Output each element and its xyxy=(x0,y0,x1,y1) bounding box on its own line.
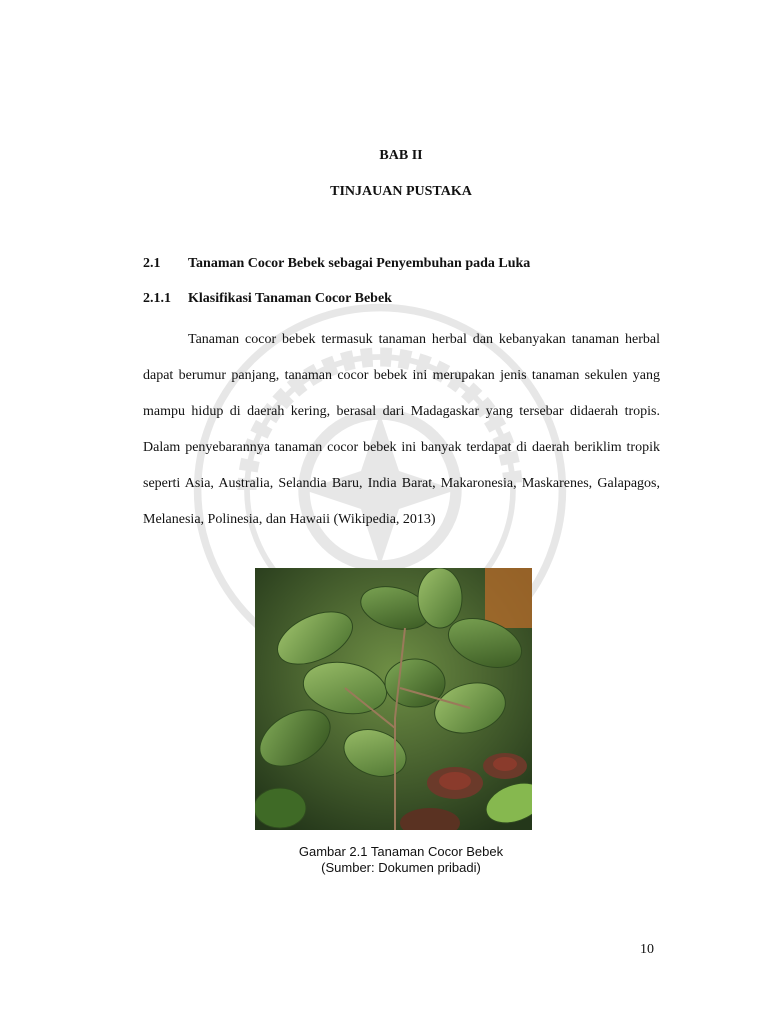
section-number: 2.1 xyxy=(143,256,161,271)
figure-caption: Gambar 2.1 Tanaman Cocor Bebek xyxy=(298,844,504,859)
section-title: Tanaman Cocor Bebek sebagai Penyembuhan pada Luka xyxy=(188,256,531,271)
plant-photo-illustration xyxy=(255,568,532,830)
page-number: 10 xyxy=(640,942,654,957)
plant-photo xyxy=(255,568,532,830)
subsection-title: Klasifikasi Tanaman Cocor Bebek xyxy=(188,291,392,306)
subsection-number: 2.1.1 xyxy=(143,291,171,306)
chapter-label: BAB II xyxy=(379,148,423,163)
body-paragraph: Tanaman cocor bebek termasuk tanaman herbal dan kebanyakan tanaman herbal dapat berumur panjang, tanaman cocor bebek ini merupakan jenis tanaman sekulen yang mampu hidup di daerah kering, berasal dari Madagaskar yang tersebar didaerah tropis. Dalam penyebarannya tanaman cocor bebek ini banyak terdapat di daerah beriklim tropik seperti Asia, Australia, Selandia Baru, India Barat, Makaronesia, Maskarenes, Galapagos, Melanesia, Polinesia, dan Hawaii (Wikipedia, 2013) xyxy=(143,332,660,527)
figure-source: (Sumber: Dokumen pribadi) xyxy=(321,860,481,875)
chapter-title: TINJAUAN PUSTAKA xyxy=(330,184,472,199)
section-heading xyxy=(143,256,530,272)
subsection-heading xyxy=(143,291,392,307)
